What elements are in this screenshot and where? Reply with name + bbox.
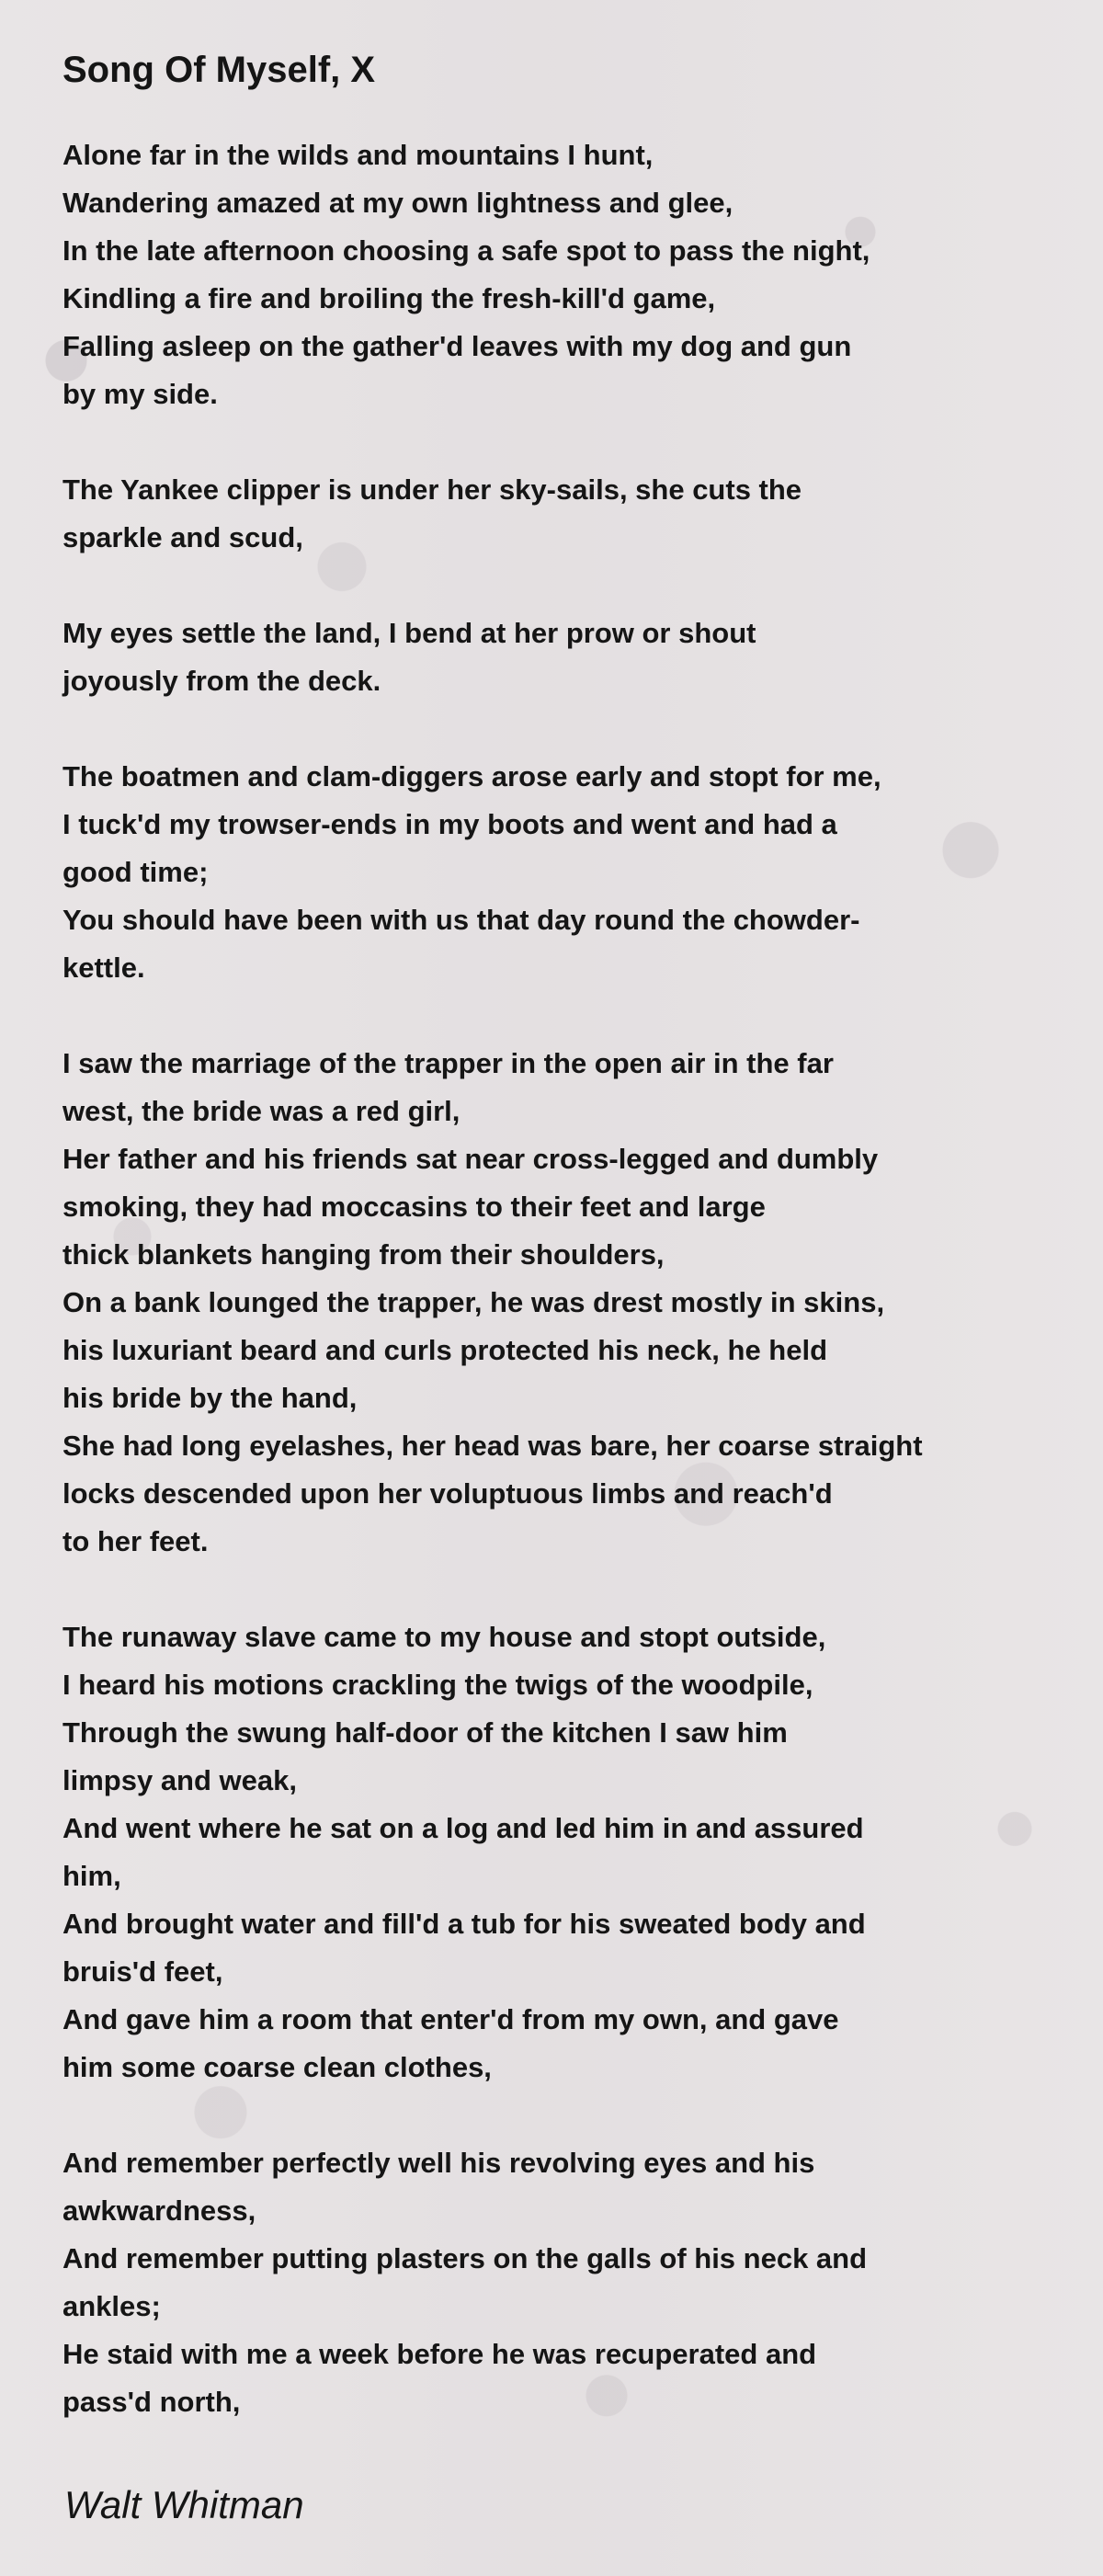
poem-stanza [63, 1040, 1037, 1566]
poem-line: Falling asleep on the gather'd leaves with my dog and gun [63, 330, 852, 362]
poem-line: And remember perfectly well his revolving eyes and his [63, 2147, 815, 2179]
poem-line: And gave him a room that enter'd from my own, and gave [63, 2003, 839, 2035]
poem-line: his bride by the hand, [63, 1382, 358, 1414]
poem-line: awkwardness, [63, 2194, 256, 2227]
poem-line: kettle. [63, 952, 145, 984]
poem-line: You should have been with us that day round the chowder- [63, 904, 860, 936]
poem-stanza [63, 610, 1037, 705]
poem-line: locks descended upon her voluptuous limbs and reach'd [63, 1477, 833, 1510]
poem-line: bruis'd feet, [63, 1955, 223, 1988]
poem-line: And went where he sat on a log and led him in and assured [63, 1812, 864, 1844]
poem-line: to her feet. [63, 1525, 209, 1557]
poem-stanza [63, 1613, 1037, 2092]
poem-line: Kindling a fire and broiling the fresh-kill'd game, [63, 282, 716, 314]
poem-line: good time; [63, 856, 209, 888]
poem-stanza [63, 2139, 1037, 2426]
poem-line: by my side. [63, 378, 218, 410]
poem-line: his luxuriant beard and curls protected his neck, he held [63, 1334, 828, 1366]
poem-stanza [63, 131, 1037, 418]
poem-line: She had long eyelashes, her head was bare, her coarse straight [63, 1430, 923, 1462]
poem-line: him, [63, 1860, 121, 1892]
poem-line: And brought water and fill'd a tub for his sweated body and [63, 1908, 866, 1940]
poem-page [63, 42, 1037, 2474]
poem-stanza [63, 753, 1037, 992]
poem-stanza [63, 466, 1037, 562]
poem-line: I saw the marriage of the trapper in the open air in the far [63, 1047, 834, 1079]
poem-line: I tuck'd my trowser-ends in my boots and went and had a [63, 808, 837, 840]
poem-line: him some coarse clean clothes, [63, 2051, 492, 2083]
poem-line: sparkle and scud, [63, 521, 303, 553]
poem-line: In the late afternoon choosing a safe spot to pass the night, [63, 234, 870, 267]
poem-line: I heard his motions crackling the twigs of the woodpile, [63, 1669, 813, 1701]
poem-line: joyously from the deck. [63, 665, 381, 697]
poem-line: The boatmen and clam-diggers arose early and stopt for me, [63, 760, 881, 792]
poem-line: My eyes settle the land, I bend at her prow or shout [63, 617, 756, 649]
poem-title: Song Of Myself, X [63, 50, 376, 90]
poem-line: Wandering amazed at my own lightness and glee, [63, 187, 733, 219]
poem-line: On a bank lounged the trapper, he was drest mostly in skins, [63, 1286, 885, 1318]
poem-line: ankles; [63, 2290, 161, 2322]
poem-line: The Yankee clipper is under her sky-sails, she cuts the [63, 473, 802, 506]
poem-author: Walt Whitman [64, 2483, 304, 2526]
poem-line: Alone far in the wilds and mountains I hunt, [63, 139, 654, 171]
poem-line: The runaway slave came to my house and stopt outside, [63, 1621, 826, 1653]
poem-line: west, the bride was a red girl, [63, 1095, 461, 1127]
poem-line: Her father and his friends sat near cross-legged and dumbly [63, 1143, 879, 1175]
poem-line: smoking, they had moccasins to their feet and large [63, 1191, 766, 1223]
poem-line: limpsy and weak, [63, 1764, 297, 1796]
poem-line: And remember putting plasters on the galls of his neck and [63, 2242, 868, 2274]
poem-body [63, 131, 1037, 2426]
poem-line: He staid with me a week before he was recuperated and [63, 2338, 817, 2370]
poem-line: pass'd north, [63, 2386, 241, 2418]
poem-line: Through the swung half-door of the kitchen I saw him [63, 1716, 788, 1749]
poem-line: thick blankets hanging from their shoulders, [63, 1238, 665, 1271]
